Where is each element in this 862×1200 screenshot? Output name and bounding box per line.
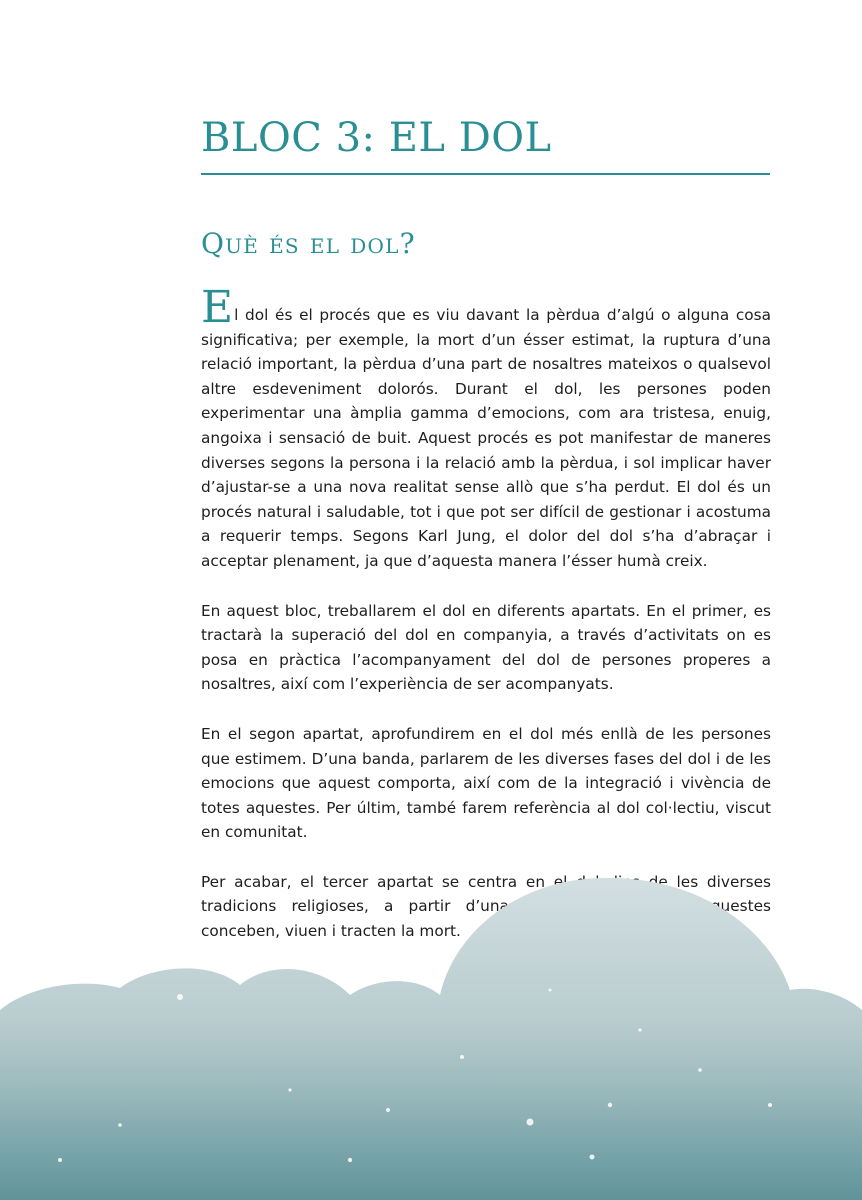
paragraph-third-section: Per acabar, el tercer apartat se centra en el dol dins de les diverses tradicions religioses, a partir d’una reflexió sobre com aquestes conceben, viuen i tracten la mort. [201,872,771,941]
paragraph-intro [201,282,771,574]
paragraph-block-overview: En aquest bloc, treballarem el dol en diferents apartats. En el primer, es tractarà la superació del dol en companyia, a través d’activitats on es posa en pràctica l’acompanyament del dol de persones properes a nosaltres, així com l’experiència de ser acompanyats. [201,601,771,694]
section-subtitle: Què és el dol? [201,227,416,260]
cloud-shading [0,1070,862,1200]
paragraph-second-section: En el segon apartat, aprofundirem en el dol més enllà de les persones que estimem. D’una banda, parlarem de les diverses fases del dol i de les emocions que aquest comporta, així com de la integració i vivència de totes aquestes. Per últim, també farem referència al dol col·lectiu, viscut en comunitat. [201,724,771,842]
watercolor-clouds-illustration [0,860,862,1200]
title-divider [201,173,770,175]
paragraph-intro-text: l dol és el procés que es viu davant la pèrdua d’algú o alguna cosa significativa; per exemple, la mort d’un ésser estimat, la ruptura d’una relació important, la pèrdua d’una part de nosaltres mateixos o qualsevol altre esdeveniment dolorós. Durant el dol, les persones poden experimentar una àmplia gamma d’emocions, com ara tristesa, enuig, angoixa i sensació de buit. Aquest procés es pot manifestar de maneres diverses segons la persona i la relació amb la pèrdua, i sol implicar haver d’ajustar-se a una nova realitat sense allò que s’ha perdut. El dol és un procés natural i saludable, tot i que pot ser difícil de gestionar i acostuma a requerir temps. Segons Karl Jung, el dolor del dol s’ha d’abraçar i acceptar plenament, ja que d’aquesta manera l’ésser humà creix. [201,306,771,570]
drop-cap: E [201,282,234,333]
page-title: BLOC 3: EL DOL [201,115,552,161]
